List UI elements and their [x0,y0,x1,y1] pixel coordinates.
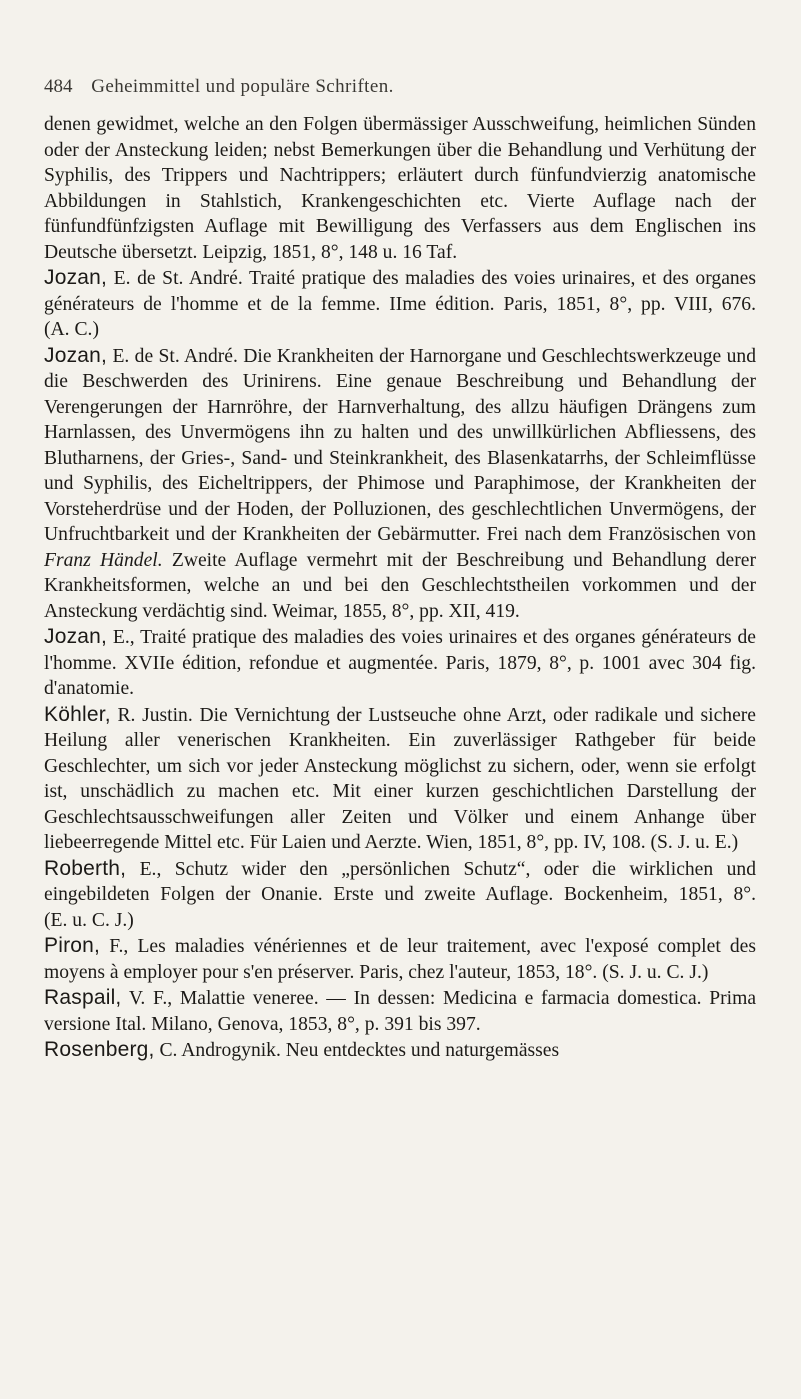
entry-initials: F., [109,936,129,957]
bibliography-entry [44,343,756,625]
entry-translator: Franz Händel. [44,549,163,571]
entry-text: Les maladies vénériennes et de leur traitement, avec l'exposé complet des moyens à employer pour s'en préserver. Paris, chez l'auteur, 1853, 18°. [44,936,756,983]
entry-text: Traité pratique des maladies des voies urinaires, et des organes générateurs de l'homme et de la femme. IIme édition. Paris, 1851, 8°, pp. VIII, 676. [44,268,757,315]
entry-note: (S. J. u. E.) [650,832,739,853]
bibliography-entry [44,1037,756,1064]
entry-text: denen gewidmet, welche an den Folgen übermässiger Ausschweifung, heimlichen Sünden oder der Ansteckung leiden; nebst Bemerkungen über die Behandlung und Verhütung der Syphilis, des Trippers und Nachtrippers; erläutert durch fünfundvierzig anatomische Abbildungen in Stahlstich, Krankengeschichten etc. Vierte Auflage nach der fünfundfünfzigsten Auflage mit Bewilligung des Verfassers aus dem Englischen ins Deutsche übersetzt. Leipzig, 1851, 8°, 148 u. 16 Taf. [44,114,756,263]
entry-initials: E., [112,627,135,648]
bibliography-entry [44,933,756,985]
entry-note: (A. C.) [44,319,99,340]
bibliography-entry [44,702,756,856]
entry-text: Die Krankheiten der Harnorgane und Geschlechtswerkzeuge und die Beschwerden des Urinirens. Eine genaue Beschreibung und Behandlung der Verengerungen der Harnröhre, der Harnverhaltung, des allzu häufigen Drängens zum Harnlassen, des Unvermögens ihn zu halten und des unwillkürlichen Abfliessens, des Blutharnens, der Gries-, Sand- und Steinkrankheit, des Blasenkatarrhs, der Schleimflüsse und Syphilis, des Eicheltrippers, der Phimose und Paraphimose, der Krankheiten der Vorsteherdrüse und der Hoden, der Polluzionen, des geschlechtlichen Unvermögens, der Unfruchtbarkeit und der Krankheiten der Gebärmutter. Frei nach dem Französischen von [44,345,756,545]
bibliography-entry [44,856,756,934]
entry-text: Schutz wider den „persönlichen Schutz“, oder die wirklichen und eingebildeten Folgen der Onanie. Erste und zweite Auflage. Bockenheim, 1851, 8°. [44,858,756,905]
bibliography-entry [44,265,756,343]
page-number: 484 [44,76,73,97]
entry-note: (E. u. C. J.) [44,909,134,931]
entry-author: Jozan, [44,266,108,289]
entry-initials: E., [139,858,162,880]
entry-text: Traité pratique des maladies des voies urinaires et des organes générateurs de l'homme. XVIIe édition, refondue et augmentée. Paris, 1879, 8°, p. 1001 avec 304 fig. d'anatomie. [44,627,756,699]
entry-initials: E. de St. André. [112,345,238,367]
entry-author: Jozan, [44,343,108,367]
entry-author: Piron, [44,934,101,957]
entry-initials: V. F., [128,988,173,1009]
entry-text: Malattie veneree. — In dessen: Medicina e farmacia domestica. Prima versione Ital. Milano, Genova, 1853, 8°, p. 391 bis 397. [44,988,757,1035]
entry-text: Androgynik. Neu entdecktes und naturgemässes [181,1040,560,1061]
entry-text-continued: Zweite Auflage vermehrt mit der Beschreibung und Behandlung derer Krankheitsformen, welche an und bei den Geschlechtstheilen vorkommen und der Ansteckung verdächtig sind. Weimar, 1855, 8°, pp. XII, 419. [44,549,756,622]
entry-text: Die Vernichtung der Lustseuche ohne Arzt, oder radikale und sichere Heilung aller venerischen Krankheiten. Ein zuverlässiger Rathgeber für beide Geschlechter, um sich vor jeder Ansteckung möglichst zu sichern, oder, wenn sie erfolgt ist, unschädlich zu machen etc. Mit einer kurzen geschichtlichen Darstellung der Geschlechtsausschweifungen aller Zeiten und Völker und einem Anhange über liebeerregende Mittel etc. Für Laien und Aerzte. Wien, 1851, 8°, pp. IV, 108. [44,704,756,853]
entry-initials: R. Justin. [117,704,193,726]
running-title: Geheimmittel und populäre Schriften. [91,76,394,97]
entry-initials: C. [159,1040,178,1061]
entry-initials: E. de St. André. [113,268,243,289]
running-head [44,76,744,98]
entry-author: Roberth, [44,856,127,880]
entry-note: (S. J. u. C. J.) [602,961,709,983]
entry-author: Jozan, [44,625,108,648]
entry-author: Raspail, [44,986,122,1009]
bibliography-entry [44,624,756,702]
bibliography-entry [44,985,756,1037]
bibliography-entry-continuation [44,112,756,265]
entry-author: Köhler, [44,702,111,726]
bibliography-text [44,112,756,1064]
entry-author: Rosenberg, [44,1038,155,1061]
